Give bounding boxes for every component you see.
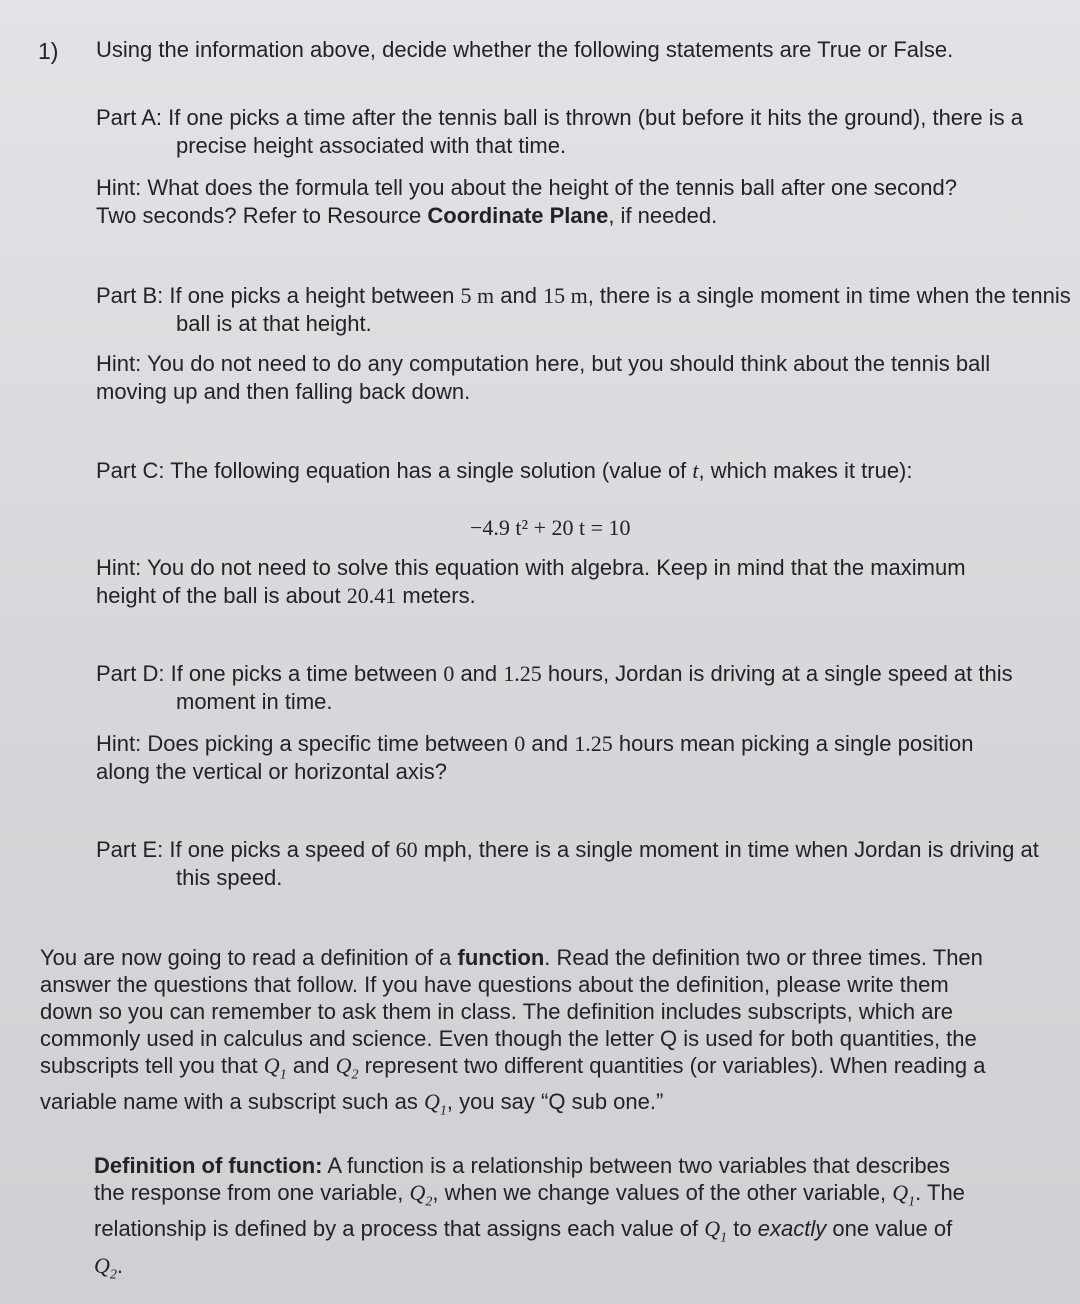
part-a-text: If one picks a time after the tennis ball is thrown (but before it hits the ground), there is a precise height associated with that time. [168,105,1023,158]
definition-text-1: A function is a relationship between two variables that describes the response from one variable, [94,1153,950,1205]
quadratic-equation: −4.9 t² + 20 t = 10 [470,515,631,540]
part-b [96,282,1076,338]
hint-d [96,730,996,786]
function-intro-text-2: . Read the definition two or three times. Then answer the questions that follow. If you have questions about the definition, please write them down so you can remember to ask them in class. The definition includes subscripts, which are commonly used in calculus and science. Even though the letter Q is used for both quantities, the subscripts tell you that [40,945,983,1078]
question-intro: Using the information above, decide whether the following statements are True or False. [96,37,954,62]
part-b-text: If one picks a height between [169,283,455,308]
part-e-speed-value: 60 [395,837,418,862]
def-q2-symbol [409,1180,433,1210]
part-c-text-end: , which makes it true): [698,458,913,483]
part-c-text: The following equation has a single solution (value of [170,458,687,483]
def-q2-subscript: 2 [425,1194,433,1210]
definition-text-3: . The relationship is defined by a process that assigns each value of [94,1180,965,1242]
part-b-label: Part B: [96,283,164,308]
part-b-value-2: 15 m [543,283,588,308]
function-intro-and: and [292,1053,330,1078]
part-e-label: Part E: [96,837,164,862]
resource-coordinate-plane: Coordinate Plane [427,203,609,228]
hint-d-value-2: 1.25 [574,731,613,756]
hint-a-text-end: , if needed. [608,203,718,228]
question-number: 1) [38,38,59,64]
def-q1-subscript: 1 [908,1194,916,1210]
part-d-and: and [460,661,498,686]
part-e-text-end: mph, there is a single moment in time when Jordan is driving at this speed. [176,837,1039,890]
def-q1-letter-b: Q [704,1216,721,1242]
definition-text-6: . [116,1252,124,1278]
part-a-label: Part A: [96,105,163,130]
definition-text-2: , when we change values of the other variable, [432,1180,887,1205]
q1-subscript-b: 1 [439,1103,447,1119]
definition-exactly: exactly [757,1216,827,1242]
part-d-value-2: 1.25 [503,661,542,686]
function-term: function [457,945,545,970]
hint-a [96,174,996,230]
q2-subscript: 2 [351,1067,359,1083]
hint-d-text-end: hours mean picking a single position along the vertical or horizontal axis? [96,731,974,784]
part-d-value-1: 0 [443,661,455,686]
q1-letter: Q [263,1053,280,1078]
function-intro-paragraph [40,944,990,1125]
def-q1-symbol [892,1180,916,1210]
def-q2-symbol-b [94,1252,117,1283]
part-c-variable: t [692,458,699,483]
part-e [96,836,1076,892]
q1-subscript: 1 [279,1067,287,1083]
part-b-text-end: , there is a single moment in time when the tennis ball is at that height. [176,283,1071,336]
q2-symbol [335,1053,359,1083]
part-e-text: If one picks a speed of [169,837,390,862]
hint-a-text: What does the formula tell you about the height of the tennis ball after one second? Two seconds? Refer to Resource [96,175,958,228]
part-b-value-1: 5 m [460,283,495,308]
max-height-value: 20.41 [346,583,397,608]
part-d-label: Part D: [96,661,165,686]
part-a [96,104,1076,160]
def-q2-letter: Q [409,1180,426,1205]
q2-letter: Q [335,1053,352,1078]
hint-d-and: and [531,731,569,756]
hint-c-text-end: meters. [402,583,476,608]
def-q1-subscript-b: 1 [720,1230,728,1246]
hint-c-label: Hint: [96,555,142,580]
hint-b-label: Hint: [96,351,142,376]
hint-c [96,554,996,610]
def-q1-symbol-b [704,1216,728,1246]
q1-symbol-b [423,1089,447,1119]
hint-d-text: Does picking a specific time between [147,731,509,756]
function-intro-text-4: , you say “Q sub one.” [446,1089,664,1115]
function-intro-text-3: represent two different quantities (or variables). When reading a variable name with a subscript such as [40,1053,986,1115]
hint-d-value-1: 0 [514,731,526,756]
part-c-label: Part C: [96,458,165,483]
definition-text-5: one value of [832,1216,953,1242]
hint-a-label: Hint: [96,175,142,200]
definition-label: Definition of function: [94,1153,323,1178]
def-q2-subscript-b: 2 [109,1267,117,1283]
part-b-and: and [500,283,537,308]
def-q1-letter: Q [892,1180,909,1205]
hint-c-text: You do not need to solve this equation with algebra. Keep in mind that the maximum height of the ball is about [96,555,966,608]
part-d-text-end: hours, Jordan is driving at a single speed at this moment in time. [176,661,1013,714]
function-definition [94,1152,984,1288]
hint-d-label: Hint: [96,731,142,756]
definition-text-4: to [733,1216,752,1242]
def-q2-letter-b: Q [94,1252,110,1278]
part-d [96,660,1076,716]
part-c [96,457,1076,485]
hint-b-text: You do not need to do any computation here, but you should think about the tennis ball moving up and then falling back down. [96,351,991,404]
hint-b [96,350,996,406]
part-d-text: If one picks a time between [170,661,438,686]
q1-symbol [263,1053,287,1083]
q1-letter-b: Q [423,1089,440,1115]
function-intro-text-1: You are now going to read a definition of a [40,945,452,970]
